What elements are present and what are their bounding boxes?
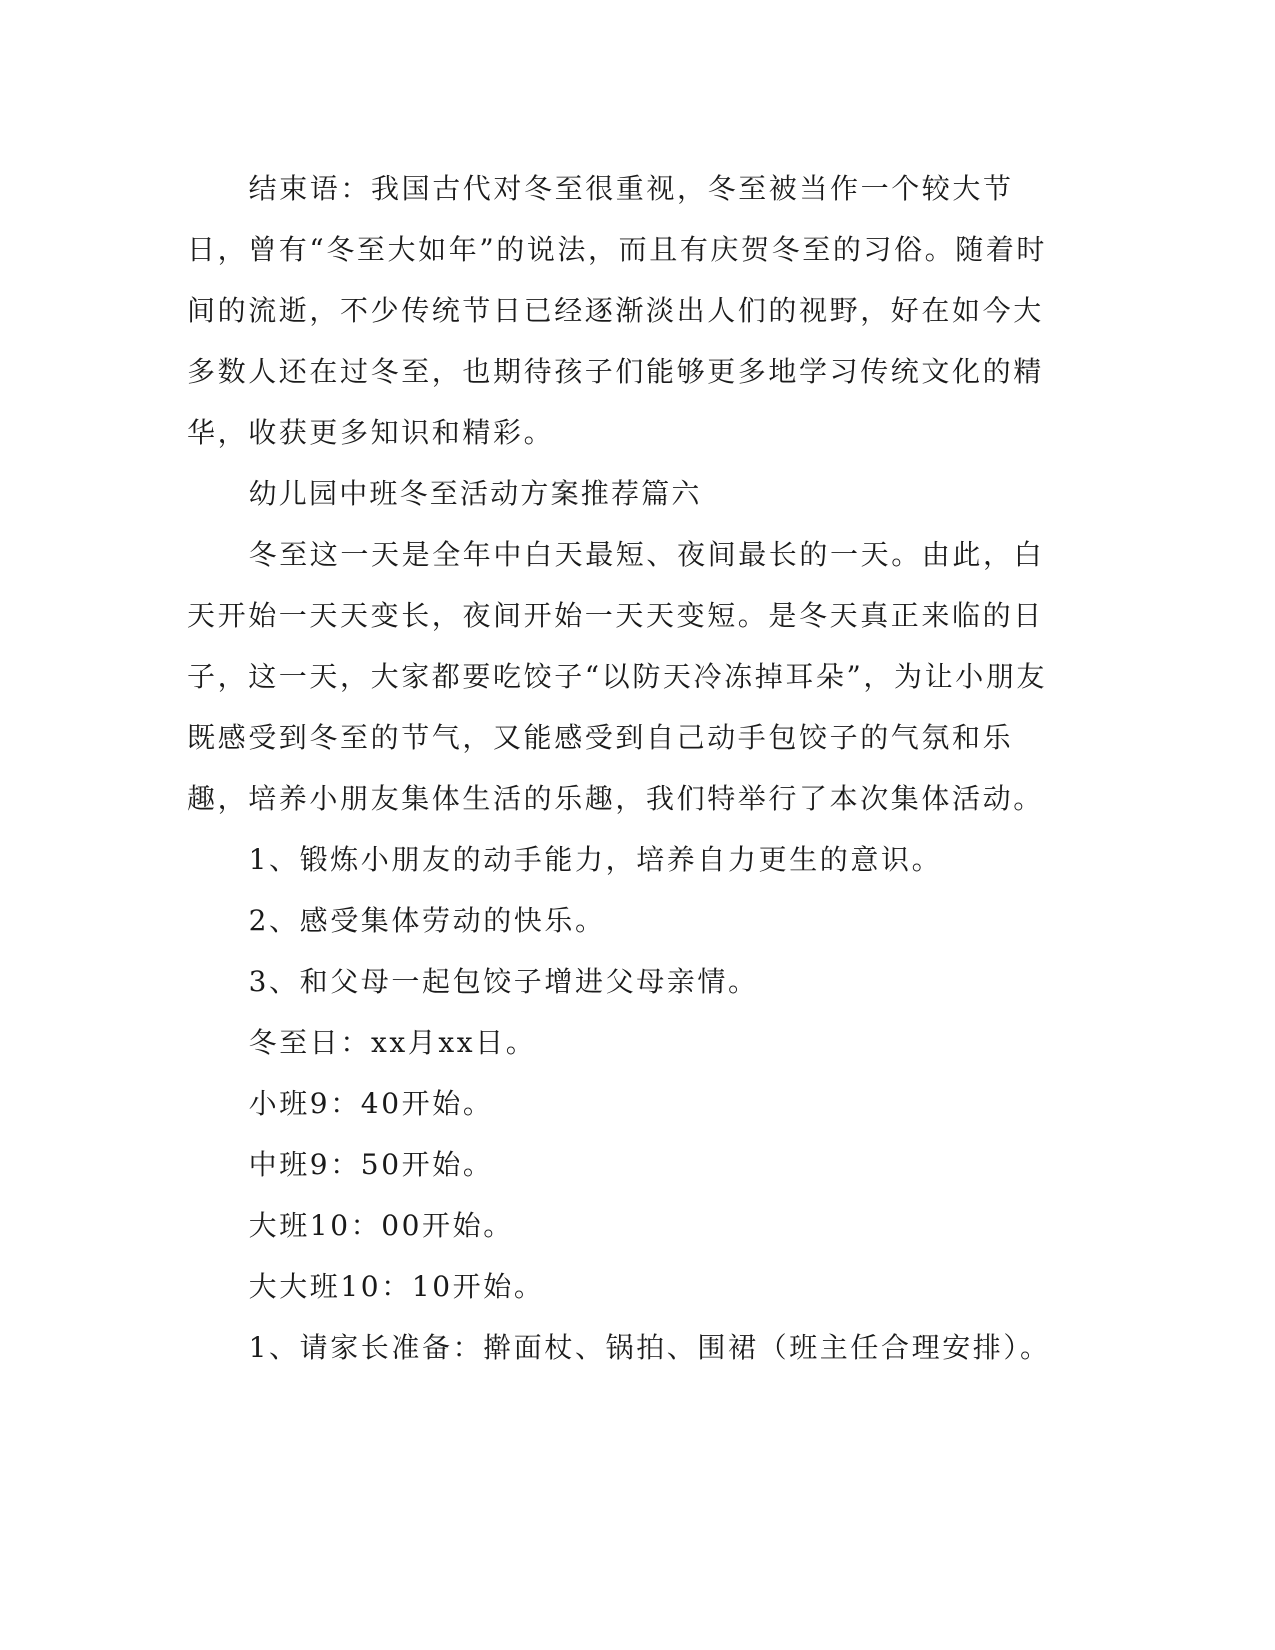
schedule-middle-class: 中班9：50开始。: [248, 1148, 494, 1181]
goal-item-2: 2、感受集体劳动的快乐。: [248, 904, 606, 937]
event-date: 冬至日：xx月xx日。: [248, 1026, 537, 1059]
schedule-large-class: 大班10：00开始。: [248, 1209, 514, 1242]
schedule-small-class: 小班9：40开始。: [248, 1087, 494, 1120]
goal-item-1: 1、锻炼小朋友的动手能力，培养自力更生的意识。: [248, 843, 943, 876]
paragraph-intro: 冬至这一天是全年中白天最短、夜间最长的一天。由此，白天开始一天天变长，夜间开始一天天变短。是冬天真正来临的日子，这一天，大家都要吃饺子“以防天冷冻掉耳朵”，为让小朋友既感受到冬至的节气，又能感受到自己动手包饺子的气氛和乐趣，培养小朋友集体生活的乐趣，我们特举行了本次集体活动。: [187, 538, 1048, 815]
section-heading: 幼儿园中班冬至活动方案推荐篇六: [248, 477, 702, 510]
paragraph-conclusion: 结束语：我国古代对冬至很重视，冬至被当作一个较大节日，曾有“冬至大如年”的说法，而且有庆贺冬至的习俗。随着时间的流逝，不少传统节日已经逐渐淡出人们的视野，好在如今大多数人还在过冬至，也期待孩子们能够更多地学习传统文化的精华，收获更多知识和精彩。: [187, 172, 1048, 449]
document-body: [187, 158, 1067, 1378]
goal-item-3: 3、和父母一起包饺子增进父母亲情。: [248, 965, 759, 998]
schedule-senior-class: 大大班10：10开始。: [248, 1270, 545, 1303]
preparation-item-1: 1、请家长准备：擀面杖、锅拍、围裙（班主任合理安排）。: [248, 1331, 1051, 1364]
